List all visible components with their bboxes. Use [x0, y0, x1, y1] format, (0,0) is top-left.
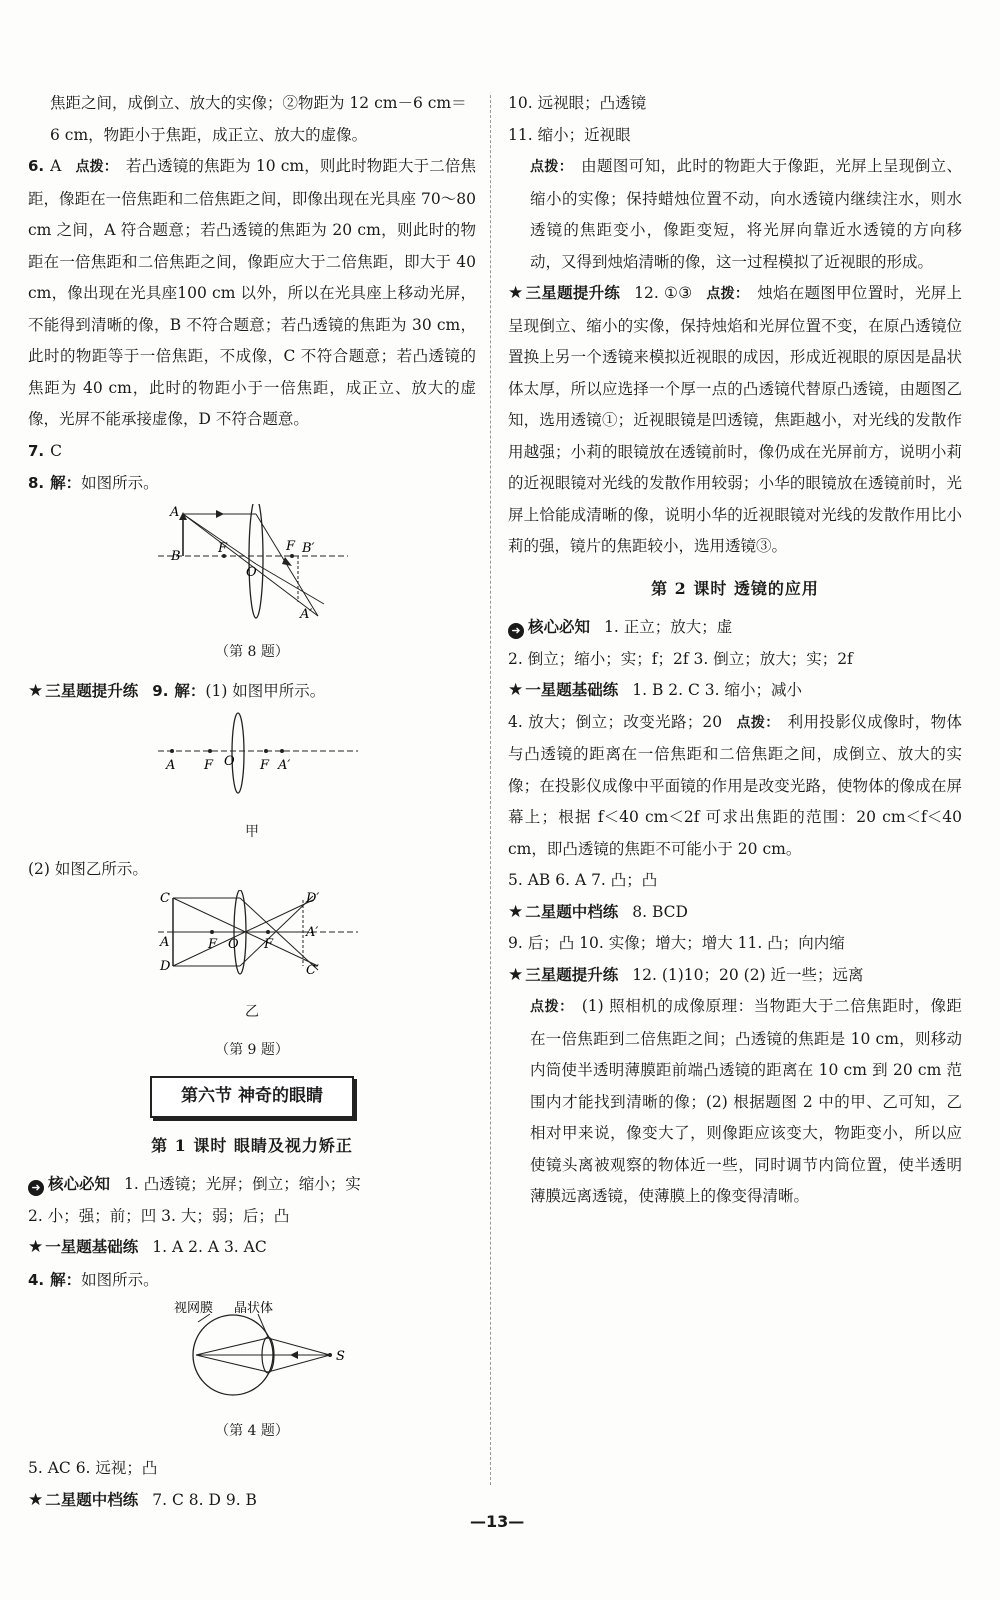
answer-text: 1. 凸透镜；光屏；倒立；缩小；实 [124, 1175, 361, 1193]
lesson-title: 第 1 课时 眼睛及视力矫正 [151, 1135, 353, 1155]
question-number: 7. [28, 441, 45, 460]
two-star-section [508, 897, 962, 929]
answer-text: 1. 正立；放大；虚 [604, 618, 733, 636]
core-arrow-icon: ➜ [28, 1180, 44, 1196]
answer-text: 如图所示。 [81, 1270, 159, 1289]
figure-caption: （第 4 题） [215, 1422, 289, 1439]
core-section [508, 612, 962, 644]
text-line: 11. 缩小；近视眼 [508, 125, 631, 144]
label-F: F [208, 936, 218, 952]
answer: 12. (1)10；20 (2) 近一些；远离 [632, 965, 864, 984]
lens-diagram-b [28, 890, 476, 982]
section-label: 核心必知 [528, 618, 591, 636]
answer: 12. ①③ [634, 284, 693, 302]
label-A: A [170, 504, 180, 520]
label-F2: F [260, 758, 270, 773]
tip-label: 点拨： [75, 159, 118, 175]
solution-label: 解： [174, 680, 206, 700]
one-star-section [28, 1232, 476, 1264]
question-number: 6. [28, 157, 45, 175]
label-S: S [336, 1349, 345, 1364]
figure-q9-b [28, 890, 476, 994]
question-number: 4. [28, 1270, 45, 1289]
figure-eye [28, 1300, 476, 1412]
core-arrow-icon: ➜ [508, 623, 524, 639]
answer-q4 [28, 1264, 476, 1297]
answer-text: (1) 如图甲所示。 [205, 681, 326, 700]
section-label: 二星题中档练 [525, 902, 619, 921]
tip-text: 烛焰在题图甲位置时，光屏上呈现倒立、缩小的实像，保持烛焰和光屏位置不变，在原凸透镜位置换上另一个透镜来模拟近视眼的成因，形成近视眼的原因是晶状体太厚，所以应选择一个厚一点的凸透镜代替原凸透镜，由题图乙知，选用透镜①；近视眼镜是凹透镜，焦距越小，对光线的发散作用越强；小莉的眼镜放在透镜前时，像仍成在光屏前方，说明小莉的近视眼镜对光线的发散作用较弱；小华的眼镜放在透镜前时，光屏上恰能成清晰的像，说明小华的近视眼镜对光线的发散作用比小莉的强，镜片的焦距较小，选用透镜③。 [508, 284, 962, 555]
tip-text: 若凸透镜的焦距为 10 cm，则此时物距大于二倍焦距，像距在一倍焦距和二倍焦距之间，即像出现在光具座 70～80 cm 之间，A 符合题意；若凸透镜的焦距为 20 cm，则此时的物距在一倍焦距和二倍焦距之间，像距应大于二倍焦距，即大于 40 cm，像出现在光具座100 cm 以外，所以在光具座上移动光屏，不能得到清晰的像，B 不符合题意；若凸透镜的焦距为 30 cm，此时的物距等于一倍焦距，不成像，C 不符合题意；若凸透镜的焦距为 40 cm，此时的物距小于一倍焦距，成正立、放大的虚像，光屏不能承接虚像，D 不符合题意。 [28, 157, 476, 428]
one-star-section [508, 675, 962, 707]
section-label: 二星题中档练 [45, 1490, 139, 1509]
figure-caption: 乙 [245, 1004, 259, 1020]
section-title: 第六节 神奇的眼睛 [150, 1076, 354, 1118]
tip-label: 点拨： [530, 999, 574, 1015]
figure-caption: （第 8 题） [215, 644, 289, 660]
lens-diagram-a [28, 711, 476, 801]
label-C: C [160, 890, 170, 906]
label-D-prime: D′ [306, 890, 320, 906]
question-number: 8. [28, 474, 45, 492]
three-star-section [508, 278, 962, 563]
label-A: A [166, 758, 176, 773]
text-line: 10. 远视眼；凸透镜 [508, 94, 647, 112]
tip-text: (1) 照相机的成像原理：当物距大于二倍焦距时，像距在一倍焦距到二倍焦距之间；凸透镜的焦距是 10 cm，则移动内筒使半透明薄膜距前端凸透镜的距离在 10 cm 到 20 cm 范围内才能找到清晰的像；(2) 根据题图 2 中的甲、乙可知，乙相对甲来说，像变大了，则像距应该变大，物距变小，所以应使镜头离被观察的物体近一些，同时调节内筒位置，使半透明薄膜远离透镜，使薄膜上的像变得清晰。 [530, 997, 963, 1205]
star-icon: ★ [28, 680, 44, 701]
section-label: 三星题提升练 [525, 284, 621, 302]
star-icon: ★ [508, 964, 524, 985]
section-label: 一星题基础练 [525, 681, 619, 699]
text-line: 焦距之间，成倒立、放大的实像；②物距为 12 cm－6 cm＝ [50, 94, 467, 112]
star-icon: ★ [28, 1237, 44, 1257]
tip-text: 利用投影仪成像时，物体与凸透镜的距离在一倍焦距和二倍焦距之间，成倒立、放大的实像；在投影仪成像中平面镜的作用是改变光路，使物体的像成在屏幕上；根据 f＜40 cm＜2f 可求出焦距的范围：20 cm＜f＜40 cm，即凸透镜的焦距不可能小于 20 cm。 [508, 712, 962, 858]
text-line: 2. 小；强；前；凹 3. 大；弱；后；凸 [28, 1206, 290, 1225]
right-column [508, 88, 962, 1213]
core-section [28, 1169, 476, 1201]
section-label: 核心必知 [48, 1175, 111, 1193]
star-icon: ★ [508, 680, 524, 700]
tip-paragraph [508, 151, 962, 278]
left-column [28, 88, 476, 1516]
answer-q4 [508, 707, 962, 866]
answer-text: 8. BCD [632, 902, 688, 921]
section-label: 一星题基础练 [45, 1238, 139, 1256]
figure-caption: （第 9 题） [215, 1041, 289, 1058]
text-line: (2) 如图乙所示。 [28, 860, 148, 878]
label-A-prime: A′ [306, 924, 319, 940]
tip-label: 点拨： [706, 286, 750, 302]
solution-label: 解： [50, 473, 82, 492]
three-star-section [508, 960, 962, 992]
label-B: B [171, 548, 181, 564]
answer-text: 1. B 2. C 3. 缩小；减小 [632, 681, 803, 699]
label-A-prime: A′ [278, 758, 291, 773]
page-number: —13— [470, 1512, 525, 1531]
label-F2: F [264, 936, 274, 952]
text-line: 5. AC 6. 远视；凸 [28, 1459, 158, 1477]
label-D: D [160, 958, 171, 974]
label-A-prime: A′ [300, 606, 313, 622]
answer: C [50, 441, 63, 460]
figure-caption: 甲 [245, 823, 259, 840]
figure-q9-a [28, 711, 476, 813]
section-label: 三星题提升练 [45, 681, 139, 700]
label-O: O [224, 754, 235, 769]
two-star-section [28, 1485, 476, 1517]
eye-diagram [28, 1300, 476, 1400]
solution-label: 解： [50, 1269, 82, 1289]
figure-q8 [28, 504, 476, 634]
column-divider [490, 95, 491, 1485]
label-retina: 视网膜 [174, 1301, 214, 1316]
answer: A [50, 157, 62, 175]
star-icon: ★ [508, 901, 524, 922]
label-O: O [228, 936, 239, 952]
label-F: F [218, 540, 228, 556]
label-A: A [160, 934, 170, 950]
answer: 4. 放大；倒立；改变光路；20 [508, 712, 723, 731]
lesson-title: 第 2 课时 透镜的应用 [651, 578, 819, 598]
star-icon: ★ [508, 283, 524, 303]
text-line: 2. 倒立；缩小；实；f；2f 3. 倒立；放大；实；2f [508, 649, 853, 668]
answer-q8 [28, 467, 476, 500]
three-star-section [28, 675, 476, 708]
label-lens: 晶状体 [234, 1301, 274, 1316]
section-label: 三星题提升练 [525, 965, 619, 984]
text-line: 5. AB 6. A 7. 凸；凸 [508, 871, 658, 889]
answer-text: 7. C 8. D 9. B [152, 1490, 257, 1509]
answer-text: 如图所示。 [81, 474, 159, 492]
label-F2: F [286, 538, 296, 554]
lens-ray-diagram [28, 504, 476, 622]
label-C-prime: C′ [306, 962, 319, 978]
question-number: 9. [152, 681, 169, 700]
label-O: O [246, 564, 257, 580]
text-line: 9. 后；凸 10. 实像；增大；增大 11. 凸；向内缩 [508, 934, 845, 952]
tip-label: 点拨： [530, 159, 574, 175]
tip-paragraph [508, 991, 962, 1213]
star-icon: ★ [28, 1489, 44, 1510]
tip-text: 由题图可知，此时的物距大于像距，光屏上呈现倒立、缩小的实像；保持蜡烛位置不动，向水透镜内继续注水，则水透镜的焦距变小，像距变短，将光屏向靠近水透镜的方向移动，又得到烛焰清晰的像，这一过程模拟了近视眼的形成。 [530, 157, 962, 271]
answer-text: 1. A 2. A 3. AC [152, 1238, 267, 1256]
label-F: F [204, 758, 214, 773]
answer-q7 [28, 436, 476, 468]
label-B-prime: B′ [302, 540, 315, 556]
tip-label: 点拨： [736, 714, 780, 731]
text-line: 6 cm，物距小于焦距，成正立、放大的虚像。 [50, 125, 368, 144]
answer-q6 [28, 151, 476, 436]
